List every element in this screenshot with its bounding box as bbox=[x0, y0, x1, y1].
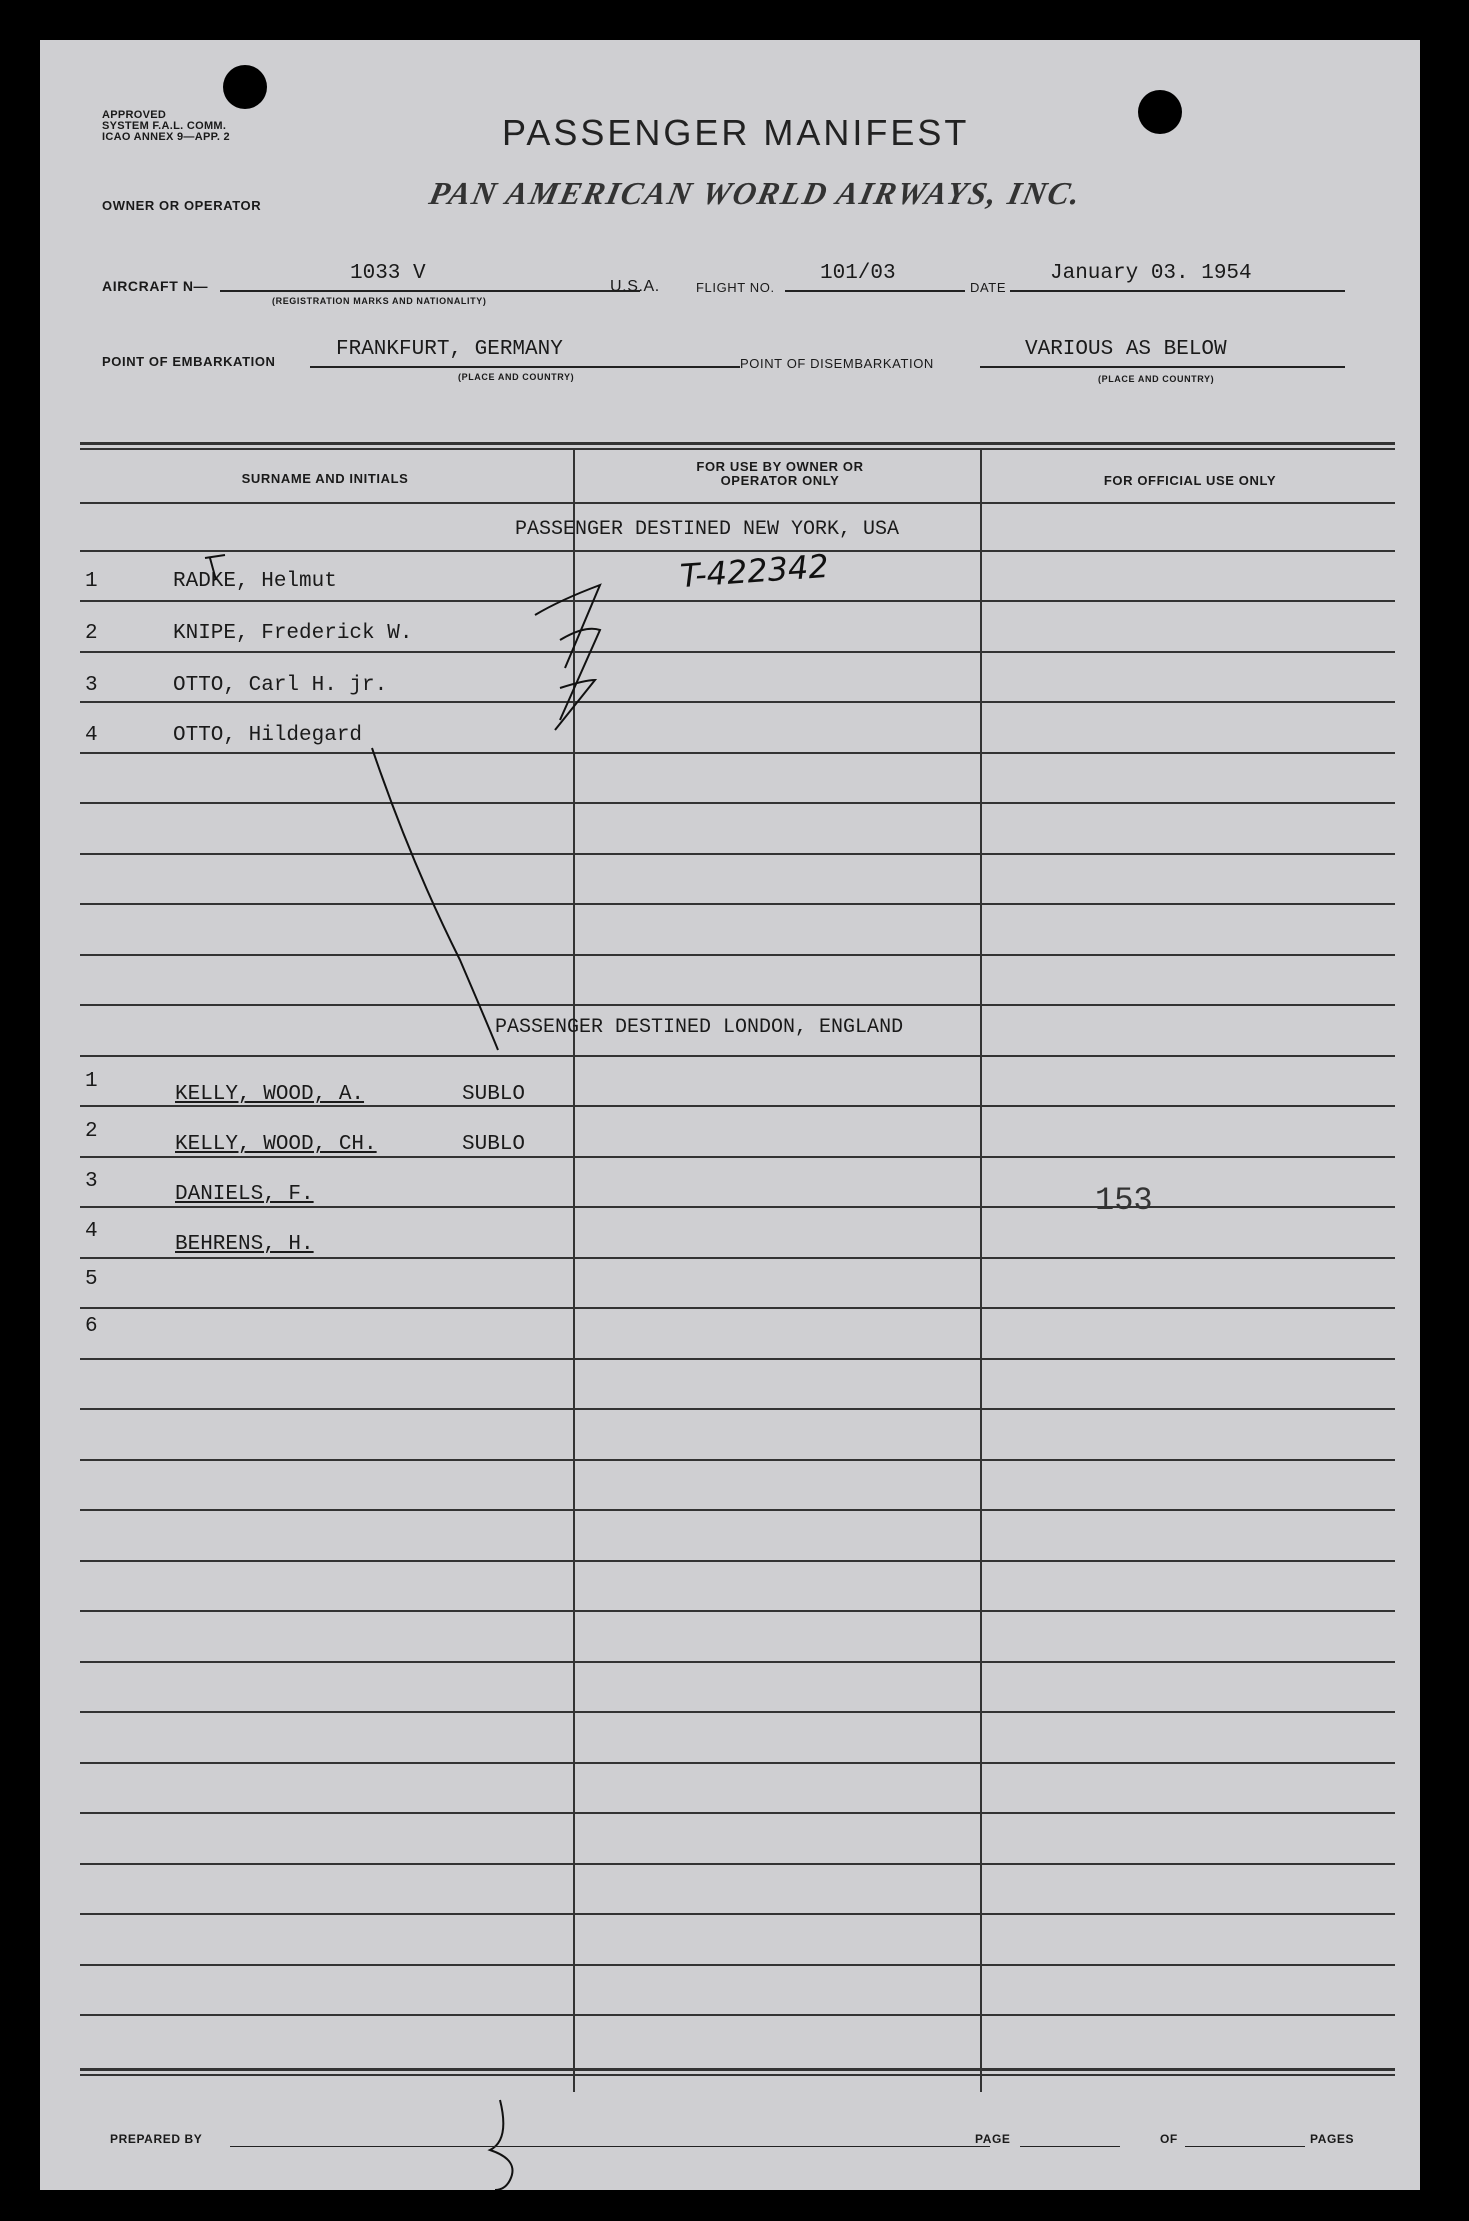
check-mark-icon bbox=[535, 585, 600, 668]
flight-value: 101/03 bbox=[820, 262, 896, 285]
initials-signature-icon bbox=[490, 2100, 513, 2190]
owner-label: OWNER OR OPERATOR bbox=[102, 198, 262, 213]
row-number: 3 bbox=[85, 1170, 98, 1193]
approval-line: APPROVED bbox=[102, 109, 167, 121]
col-owner: FOR USE BY OWNER OR OPERATOR ONLY bbox=[696, 459, 864, 488]
approval-line: SYSTEM F.A.L. COMM. bbox=[102, 120, 227, 132]
embark-sublabel: (PLACE AND COUNTRY) bbox=[458, 372, 575, 382]
passenger-name: KELLY, WOOD, CH. bbox=[175, 1133, 377, 1156]
embark-value: FRANKFURT, GERMANY bbox=[336, 338, 563, 361]
passenger-name: OTTO, Hildegard bbox=[173, 724, 363, 747]
official-mark: 153 bbox=[1095, 1182, 1153, 1219]
row-number: 1 bbox=[85, 570, 98, 593]
row-number: 6 bbox=[85, 1315, 98, 1338]
date-value: January 03. 1954 bbox=[1050, 262, 1252, 285]
passenger-name: OTTO, Carl H. jr. bbox=[173, 674, 388, 697]
passenger-name: KNIPE, Frederick W. bbox=[173, 622, 413, 645]
passenger-name: DANIELS, F. bbox=[175, 1183, 314, 1206]
row-number: 2 bbox=[85, 1120, 98, 1143]
section-new-york: PASSENGER DESTINED NEW YORK, USA bbox=[515, 518, 900, 541]
pen-stroke-icon bbox=[372, 748, 498, 1050]
aircraft-sublabel: (REGISTRATION MARKS AND NATIONALITY) bbox=[272, 296, 487, 306]
col-official: FOR OFFICIAL USE ONLY bbox=[1103, 473, 1277, 488]
disembark-label: POINT OF DISEMBARKATION bbox=[740, 356, 934, 371]
row-number: 3 bbox=[85, 674, 98, 697]
disembark-sublabel: (PLACE AND COUNTRY) bbox=[1098, 374, 1215, 384]
disembark-value: VARIOUS AS BELOW bbox=[1025, 338, 1227, 361]
row-number: 5 bbox=[85, 1268, 98, 1291]
col-surname: SURNAME AND INITIALS bbox=[241, 471, 409, 486]
page-title: PASSENGER MANIFEST bbox=[502, 112, 970, 153]
check-mark-icon bbox=[560, 629, 600, 720]
row-number: 4 bbox=[85, 1220, 98, 1243]
row-number: 4 bbox=[85, 724, 98, 747]
page-label: PAGE bbox=[975, 2132, 1011, 2146]
section-london: PASSENGER DESTINED LONDON, ENGLAND bbox=[495, 1016, 904, 1039]
approval-line: ICAO ANNEX 9—APP. 2 bbox=[102, 131, 230, 143]
usa-label: U.S.A. bbox=[610, 278, 660, 295]
manifest-page bbox=[40, 40, 1420, 2190]
handwritten-marks bbox=[40, 40, 1420, 2190]
row-number: 2 bbox=[85, 622, 98, 645]
flight-label: FLIGHT NO. bbox=[696, 280, 775, 295]
aircraft-label: AIRCRAFT N— bbox=[102, 278, 209, 294]
company-name: PAN AMERICAN WORLD AIRWAYS, INC. bbox=[426, 175, 1086, 211]
passenger-name: RADKE, Helmut bbox=[173, 570, 337, 593]
handwritten-note: T-422342 bbox=[678, 546, 830, 596]
passenger-name: BEHRENS, H. bbox=[175, 1233, 314, 1256]
row-number: 1 bbox=[85, 1070, 98, 1093]
of-label: OF bbox=[1160, 2132, 1178, 2146]
pages-label: PAGES bbox=[1310, 2132, 1355, 2146]
embark-label: POINT OF EMBARKATION bbox=[102, 354, 276, 369]
passenger-note: SUBLO bbox=[462, 1083, 526, 1106]
passenger-note: SUBLO bbox=[462, 1133, 526, 1156]
aircraft-value: 1033 V bbox=[350, 262, 426, 285]
passenger-name: KELLY, WOOD, A. bbox=[175, 1083, 365, 1106]
date-label: DATE bbox=[970, 280, 1007, 295]
prepared-by-label: PREPARED BY bbox=[110, 2132, 203, 2146]
tick-mark-icon bbox=[205, 555, 225, 580]
